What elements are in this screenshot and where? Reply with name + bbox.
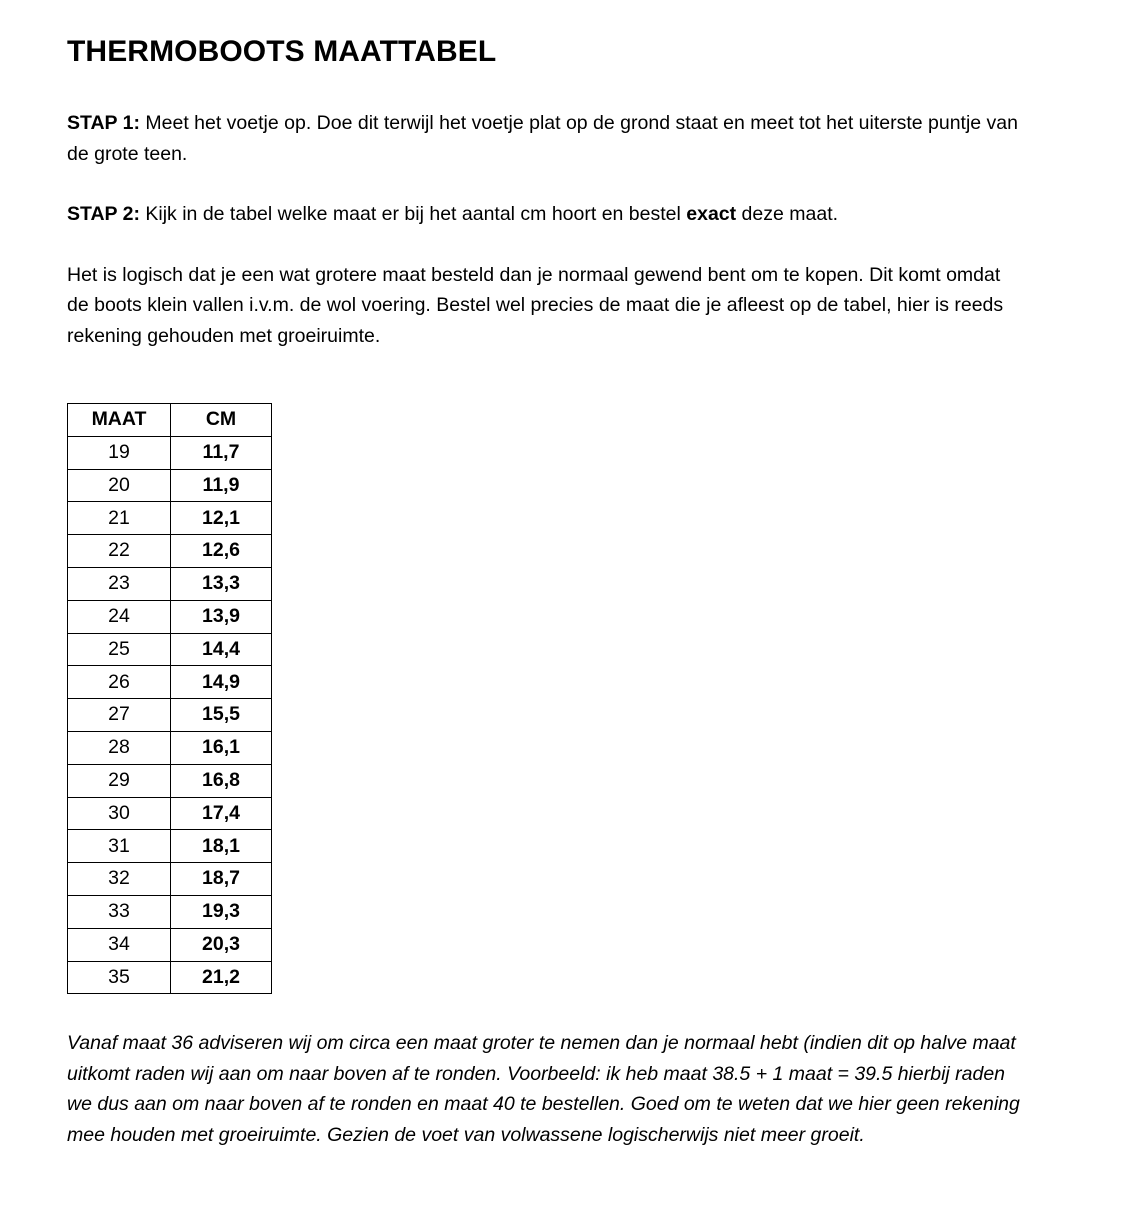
spacer — [67, 169, 1068, 199]
table-row — [68, 469, 272, 502]
cell-cm: 14,9 — [171, 666, 272, 699]
cell-cm: 18,1 — [171, 830, 272, 863]
cell-cm: 17,4 — [171, 797, 272, 830]
step-2-emphasis: exact — [686, 203, 737, 225]
step-2-text-before: Kijk in de tabel welke maat er bij het aantal cm hoort en bestel — [139, 203, 687, 225]
cell-maat: 25 — [68, 633, 171, 666]
cell-cm: 14,4 — [171, 633, 272, 666]
table-row — [68, 436, 272, 469]
table-row — [68, 633, 272, 666]
step-2-label: STAP 2: — [67, 203, 140, 225]
cell-maat: 28 — [68, 731, 171, 764]
table-header-row — [68, 404, 272, 437]
cell-cm: 15,5 — [171, 699, 272, 732]
cell-maat: 33 — [68, 895, 171, 928]
table-row — [68, 699, 272, 732]
cell-maat: 19 — [68, 436, 171, 469]
table-row — [68, 666, 272, 699]
table-row — [68, 600, 272, 633]
cell-maat: 35 — [68, 961, 171, 994]
cell-cm: 19,3 — [171, 895, 272, 928]
table-row — [68, 928, 272, 961]
step-1-text: Meet het voetje op. Doe dit terwijl het voetje plat op de grond staat en meet tot het uiterste puntje van de grote teen. — [67, 112, 1019, 165]
step-1-paragraph — [67, 108, 1027, 169]
spacer — [67, 351, 1068, 403]
cell-maat: 20 — [68, 469, 171, 502]
cell-maat: 32 — [68, 863, 171, 896]
table-row — [68, 895, 272, 928]
cell-maat: 26 — [68, 666, 171, 699]
table-row — [68, 797, 272, 830]
table-row — [68, 731, 272, 764]
cell-maat: 21 — [68, 502, 171, 535]
intro-paragraph: Het is logisch dat je een wat grotere maat besteld dan je normaal gewend bent om te kopen. Dit komt omdat de boots klein vallen i.v.m. de wol voering. Bestel wel precies de maat die je afleest op de tabel, hier is reeds rekening gehouden met groeiruimte. — [67, 263, 1004, 347]
cell-cm: 13,3 — [171, 567, 272, 600]
cell-cm: 21,2 — [171, 961, 272, 994]
table-row — [68, 764, 272, 797]
table-row — [68, 961, 272, 994]
footnote-paragraph: Vanaf maat 36 adviseren wij om circa een maat groter te nemen dan je normaal hebt (indien dit op halve maat uitkomt raden wij aan om naar boven af te ronden. Voorbeeld: ik heb maat 38.5 + 1 maat = 39.5 hierbij raden we dus aan om naar boven af te ronden en maat 40 te bestellen. Goed om te weten dat we hier geen rekening mee houden met groeiruimte. Gezien de voet van volwassene logischerwijs niet meer groeit. — [67, 1032, 1020, 1146]
spacer — [67, 230, 1068, 260]
cell-maat: 24 — [68, 600, 171, 633]
size-chart-table — [67, 403, 272, 994]
cell-cm: 20,3 — [171, 928, 272, 961]
table-body — [68, 436, 272, 994]
cell-cm: 12,1 — [171, 502, 272, 535]
cell-maat: 30 — [68, 797, 171, 830]
cell-maat: 23 — [68, 567, 171, 600]
cell-cm: 11,9 — [171, 469, 272, 502]
cell-cm: 16,8 — [171, 764, 272, 797]
cell-maat: 29 — [68, 764, 171, 797]
step-1-label: STAP 1: — [67, 112, 140, 134]
spacer — [67, 70, 1068, 108]
page-title: THERMOBOOTS MAATTABEL — [67, 35, 497, 68]
cell-maat: 31 — [68, 830, 171, 863]
table-row — [68, 535, 272, 568]
cell-maat: 27 — [68, 699, 171, 732]
cell-cm: 13,9 — [171, 600, 272, 633]
cell-maat: 34 — [68, 928, 171, 961]
cell-cm: 12,6 — [171, 535, 272, 568]
cell-cm: 16,1 — [171, 731, 272, 764]
cell-maat: 22 — [68, 535, 171, 568]
column-header-maat: MAAT — [68, 404, 171, 437]
cell-cm: 11,7 — [171, 436, 272, 469]
step-2-paragraph — [67, 199, 1027, 230]
cell-cm: 18,7 — [171, 863, 272, 896]
column-header-cm: CM — [171, 404, 272, 437]
table-row — [68, 567, 272, 600]
spacer — [67, 994, 1068, 1028]
step-2-text-after: deze maat. — [736, 203, 839, 225]
table-row — [68, 830, 272, 863]
table-row — [68, 502, 272, 535]
table-row — [68, 863, 272, 896]
